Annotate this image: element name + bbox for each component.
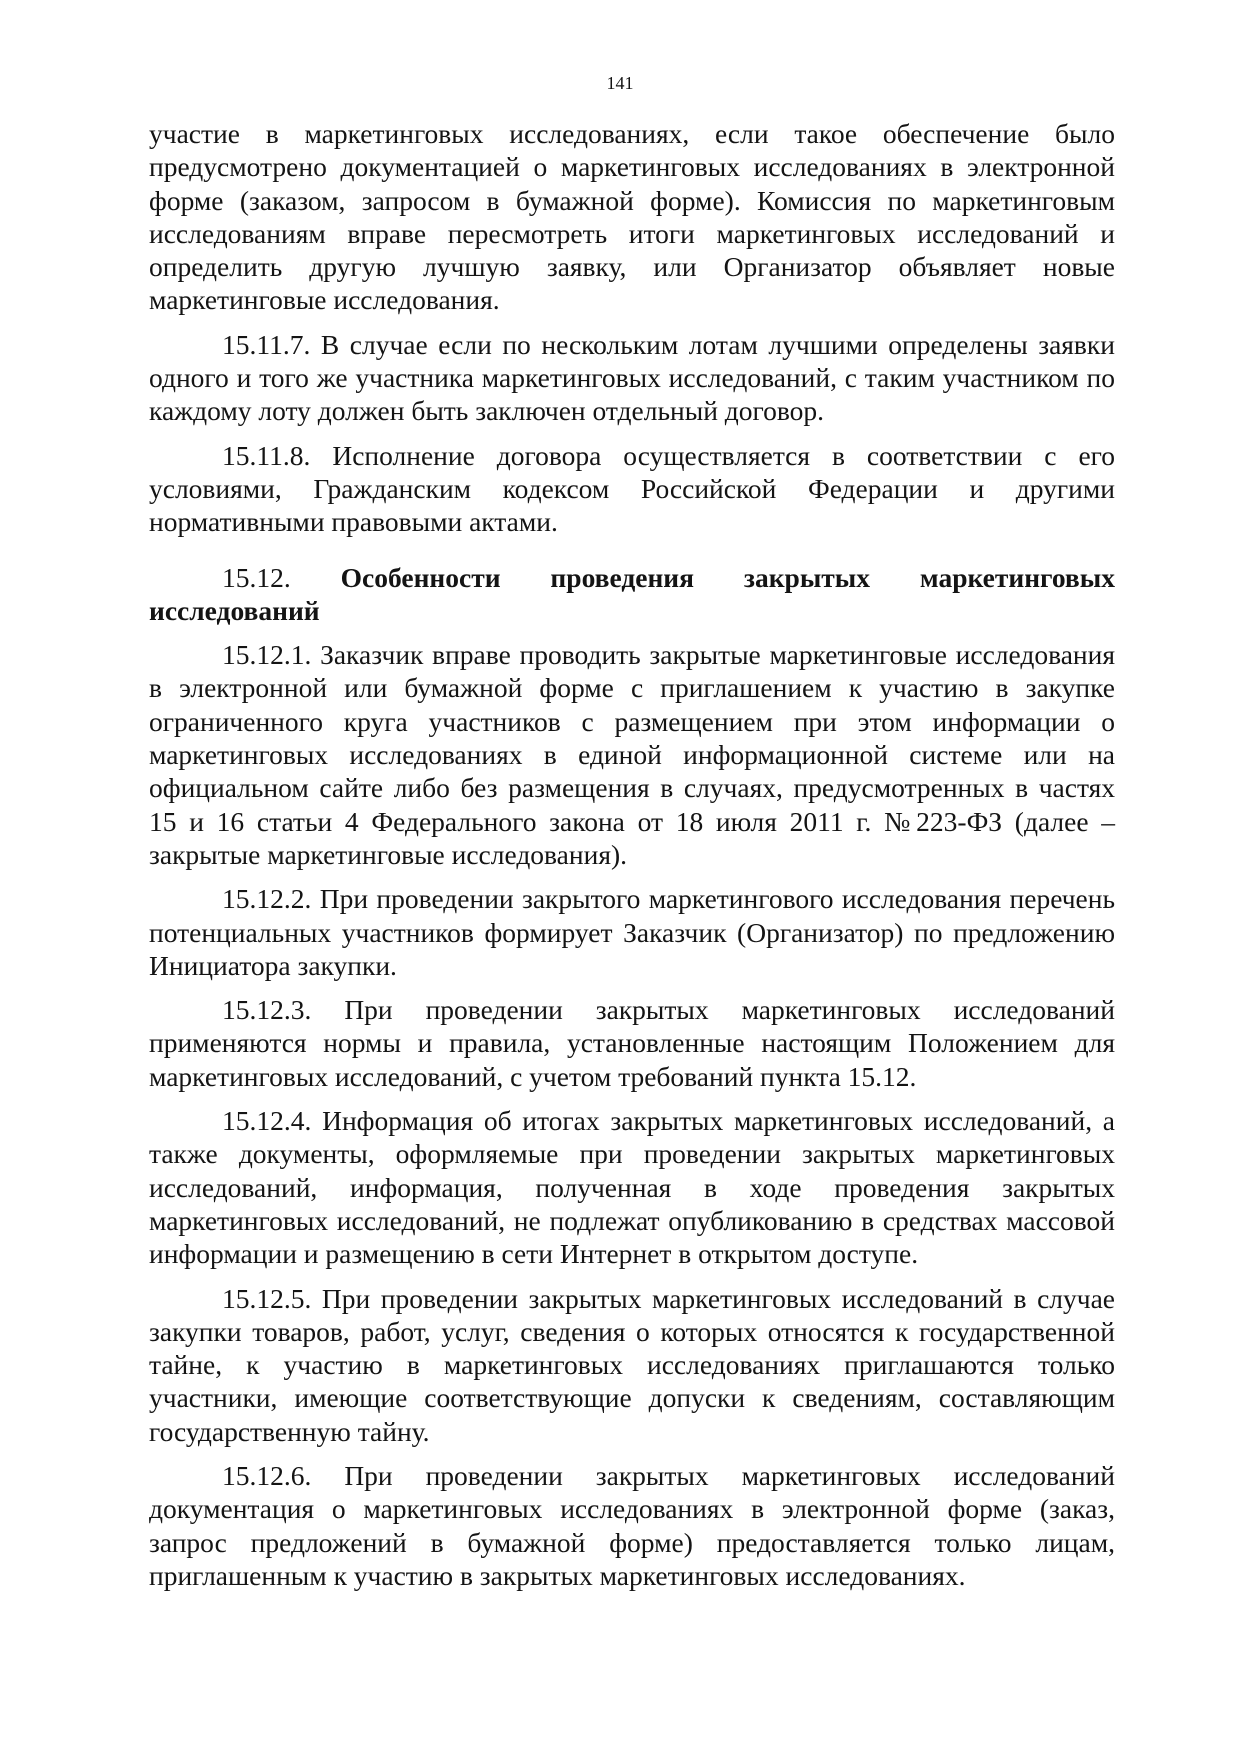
- paragraph-15-12-3: [149, 993, 1115, 1093]
- page-number: 141: [606, 73, 634, 93]
- paragraph-text: При проведении закрытого маркетингового исследования перечень потенциальных участников формирует Заказчик (Организатор) по предложению Инициатора закупки.: [149, 883, 1116, 981]
- paragraph-number: 15.12.2.: [222, 883, 312, 915]
- paragraph-number: 15.11.8.: [222, 439, 311, 471]
- paragraph-15-12-1: [149, 638, 1115, 871]
- paragraph-15-12-5: [149, 1282, 1115, 1448]
- paragraph-text: При проведении закрытых маркетинговых исследований документация о маркетинговых исследованиях в электронной форме (заказ, запрос предложений в бумажной форме) предоставляется только лицам, приглашенным к участию в закрытых маркетинговых исследованиях.: [149, 1459, 1115, 1591]
- section-heading-15-12: [149, 561, 1115, 628]
- paragraph-15-12-6: [149, 1459, 1115, 1592]
- paragraph-text: В случае если по нескольким лотам лучшими определены заявки одного и того же участника маркетинговых исследований, с таким участником по каждому лоту должен быть заключен отдельный договор.: [149, 328, 1115, 427]
- paragraph-number: 15.12.5.: [222, 1282, 312, 1314]
- paragraph-15-12-4: [149, 1104, 1115, 1270]
- paragraph-number: 15.12.3.: [222, 994, 312, 1026]
- paragraph-number: 15.12.4.: [222, 1105, 312, 1137]
- section-number: 15.12.: [222, 561, 291, 593]
- paragraph-number: 15.11.7.: [222, 328, 311, 360]
- paragraph-text: Заказчик вправе проводить закрытые маркетинговые исследования в электронной или бумажной форме с приглашением к участию в закупке ограниченного круга участников с размещением при этом информации о маркетинговых исследованиях в единой информационной системе или на официальном сайте либо без размещения в случаях, предусмотренных в частях 15 и 16 статьи 4 Федерального закона от 18 июля 2011 г. №223-ФЗ (далее – закрытые маркетинговые исследования).: [149, 639, 1115, 870]
- paragraph-text: При проведении закрытых маркетинговых исследований применяются нормы и правила, установленные настоящим Положением для маркетинговых исследований, с учетом требований пункта 15.12.: [149, 994, 1115, 1092]
- paragraph-number: 15.12.1.: [222, 639, 312, 671]
- paragraph-continuation: [149, 117, 1115, 317]
- paragraph-15-11-8: [149, 439, 1115, 539]
- paragraph-15-11-7: [149, 328, 1115, 428]
- paragraph-number: 15.12.6.: [222, 1459, 312, 1491]
- section-title: Особенности проведения закрытых маркетинговых исследований: [149, 561, 1115, 626]
- paragraph-text: участие в маркетинговых исследованиях, если такое обеспечение было предусмотрено документацией о маркетинговых исследованиях в электронной форме (заказом, запросом в бумажной форме). Комиссия по маркетинговым исследованиям вправе пересмотреть итоги маркетинговых исследований и определить другую лучшую заявку, или Организатор объявляет новые маркетинговые исследования.: [149, 118, 1115, 316]
- paragraph-15-12-2: [149, 882, 1115, 982]
- document-body: [149, 117, 1115, 1603]
- paragraph-text: При проведении закрытых маркетинговых исследований в случае закупки товаров, работ, услуг, сведения о которых относятся к государственной тайне, к участию в маркетинговых исследованиях приглашаются только участники, имеющие соответствующие допуски к сведениям, составляющим государственную тайну.: [149, 1282, 1116, 1447]
- paragraph-text: Информация об итогах закрытых маркетинговых исследований, а также документы, оформляемые при проведении закрытых маркетинговых исследований, информация, полученная в ходе проведения закрытых маркетинговых исследований, не подлежат опубликованию в средствах массовой информации и размещению в сети Интернет в открытом доступе.: [149, 1105, 1115, 1270]
- paragraph-text: Исполнение договора осуществляется в соответствии с его условиями, Гражданским кодексом Российской Федерации и другими нормативными правовыми актами.: [149, 439, 1115, 538]
